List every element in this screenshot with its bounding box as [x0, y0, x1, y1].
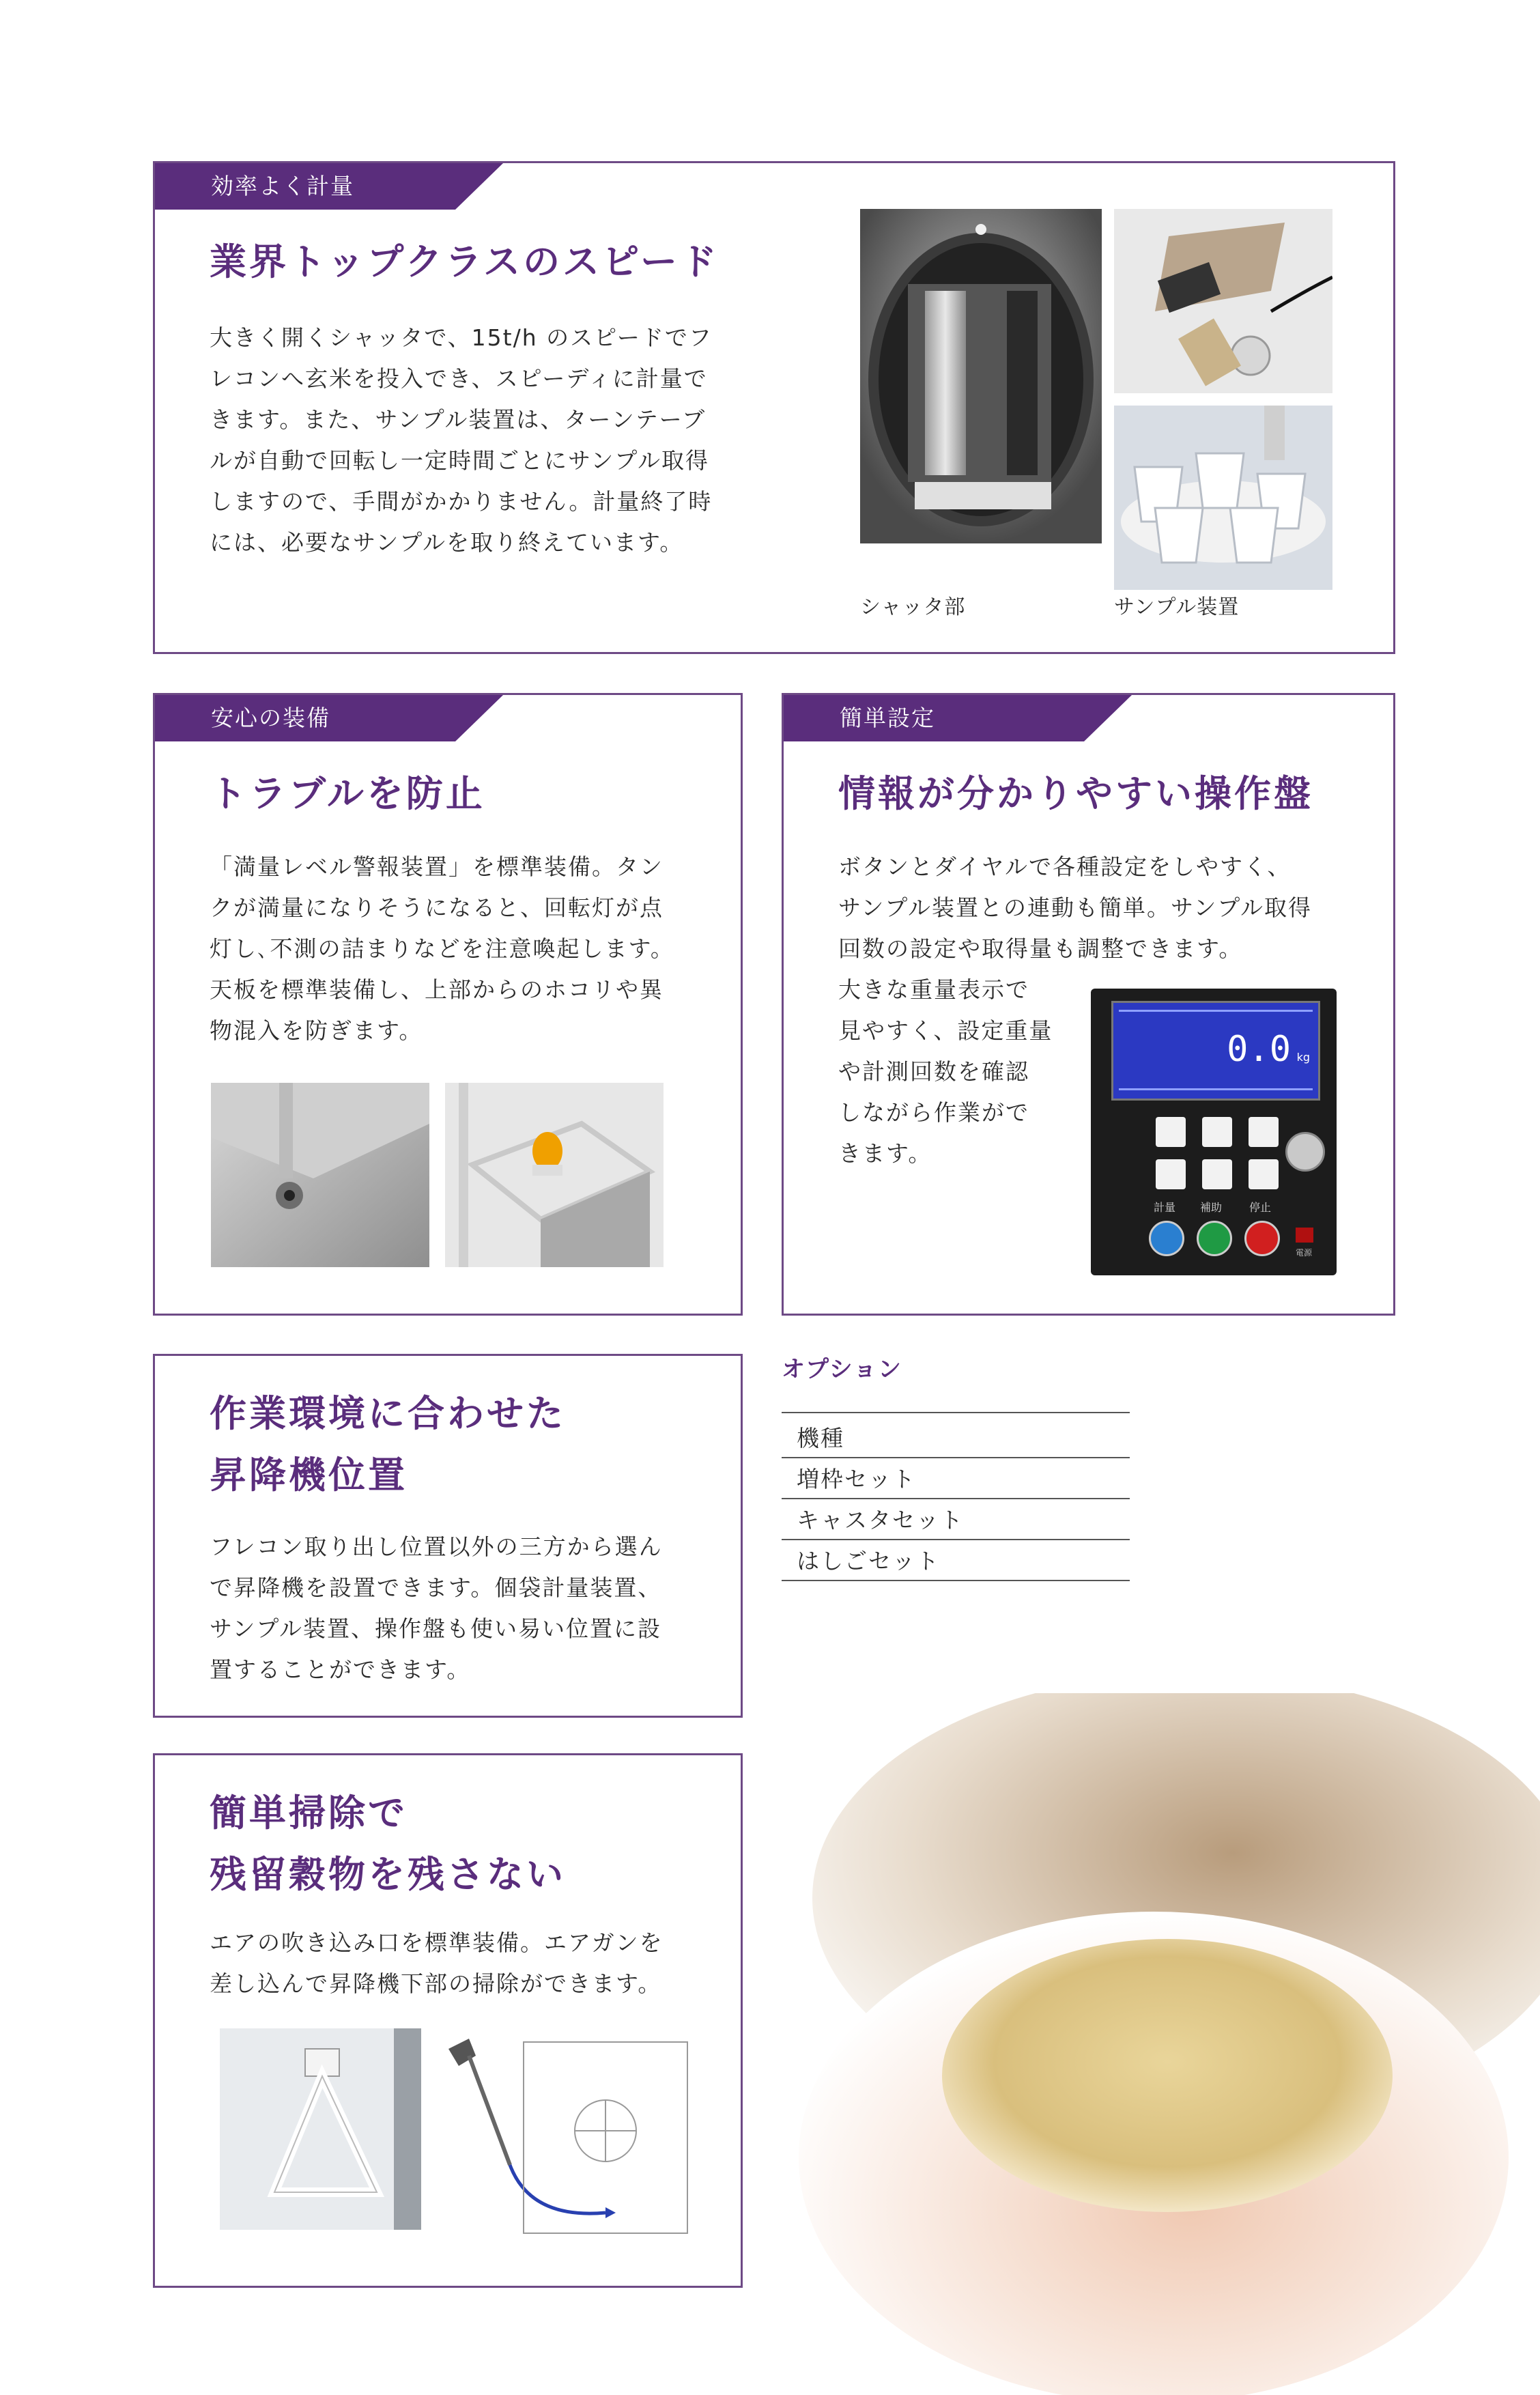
body-line: エアの吹き込み口を標準装備。エアガンを	[210, 1929, 664, 1956]
assist-button[interactable]	[1197, 1221, 1232, 1256]
power-switch[interactable]	[1296, 1228, 1313, 1243]
heading-line: 昇降機位置	[210, 1454, 408, 1497]
section-body	[210, 1923, 664, 2004]
dial-knob[interactable]	[1285, 1132, 1325, 1172]
body-line: きます。また、サンプル装置は、ターンテーブ	[210, 406, 707, 433]
section-trouble-prevention	[153, 693, 743, 1316]
tag-label: 簡単設定	[840, 705, 935, 731]
body-line: 「満量レベル警報装置」を標準装備。タン	[210, 853, 664, 880]
body-line: 大きな重量表示で	[838, 976, 1029, 1003]
section-heading	[210, 1783, 566, 1905]
body-line: 物混入を防ぎます。	[210, 1017, 423, 1044]
section-heading	[210, 1383, 566, 1506]
body-line: サンプル装置との連動も簡単。サンプル取得	[838, 894, 1313, 921]
control-panel-photo	[1091, 989, 1337, 1275]
caption-shutter: シャッタ部	[860, 595, 966, 619]
section-heading: トラブルを防止	[210, 772, 485, 815]
option-item: キャスタセット	[782, 1501, 1130, 1540]
body-line: サンプル装置、操作盤も使い易い位置に設	[210, 1615, 662, 1642]
body-line: クが満量になりそうになると、回転灯が点	[210, 894, 664, 921]
tag-label: 効率よく計量	[211, 173, 354, 199]
lcd-status-bar	[1119, 1088, 1313, 1090]
body-line: ボタンとダイヤルで各種設定をしやすく、	[838, 853, 1292, 880]
panel-key[interactable]	[1249, 1117, 1279, 1147]
lcd-status-bar	[1119, 1010, 1313, 1012]
options-header: 機種	[782, 1419, 1130, 1458]
brown-rice-photo	[758, 1693, 1540, 2395]
section-body	[210, 847, 674, 1051]
panel-key[interactable]	[1249, 1159, 1279, 1189]
options-top-rule	[782, 1412, 1130, 1413]
body-line: で昇降機を設置できます。個袋計量装置、	[210, 1574, 662, 1601]
panel-key[interactable]	[1202, 1159, 1232, 1189]
assist-button-label: 補助	[1200, 1201, 1223, 1214]
body-line: ルが自動で回転し一定時間ごとにサンプル取得	[210, 447, 710, 474]
section-heading: 業界トップクラスのスピード	[210, 240, 719, 283]
body-line: しながら作業がで	[838, 1099, 1029, 1126]
panel-key[interactable]	[1202, 1117, 1232, 1147]
body-line: 大きく開くシャッタで、15t/h のスピードでフ	[210, 324, 713, 351]
section-control-panel	[782, 693, 1395, 1316]
heading-line: 残留穀物を残さない	[210, 1853, 566, 1896]
body-line: しますので、手間がかかりません。計量終了時	[210, 488, 713, 515]
body-line: 見やすく、設定重量	[838, 1017, 1053, 1044]
start-button-label: 計量	[1154, 1201, 1176, 1214]
body-line: や計測回数を確認	[838, 1058, 1029, 1085]
lcd-display	[1111, 1001, 1320, 1101]
rotating-light-photo	[445, 1083, 664, 1267]
section-body	[210, 1527, 663, 1690]
body-line: 天板を標準装備し、上部からのホコリや異	[210, 976, 664, 1003]
heading-line: 作業環境に合わせた	[210, 1392, 566, 1435]
panel-key[interactable]	[1156, 1117, 1186, 1147]
section-tag	[155, 695, 503, 741]
body-line: レコンへ玄米を投入でき、スピーディに計量で	[210, 365, 708, 392]
body-line: 差し込んで昇降機下部の掃除ができます。	[210, 1970, 662, 1997]
air-gun-diagram	[442, 2028, 711, 2247]
air-inlet-photo	[220, 2028, 421, 2230]
lcd-value: 0.0	[1227, 1029, 1291, 1070]
start-button[interactable]	[1149, 1221, 1184, 1256]
panel-key[interactable]	[1156, 1159, 1186, 1189]
section-speed	[153, 161, 1395, 654]
option-item: 増枠セット	[782, 1460, 1130, 1499]
lcd-unit: kg	[1296, 1051, 1310, 1064]
sample-device-photo-cups	[1114, 406, 1332, 590]
caption-sample-device: サンプル装置	[1114, 595, 1240, 619]
section-elevator-position	[153, 1354, 743, 1718]
level-sensor-photo	[211, 1083, 429, 1267]
body-line: 置することができます。	[210, 1656, 471, 1683]
body-line: には、必要なサンプルを取り終えています。	[210, 529, 684, 556]
option-item: はしごセット	[782, 1542, 1130, 1581]
body-line: きます。	[838, 1140, 932, 1167]
sample-device-photo-top	[1114, 209, 1332, 393]
shutter-photo	[860, 209, 1102, 543]
section-body	[210, 317, 713, 563]
body-line: フレコン取り出し位置以外の三方から選ん	[210, 1533, 663, 1560]
tag-label: 安心の装備	[211, 705, 330, 731]
heading-line: 簡単掃除で	[210, 1791, 408, 1834]
options-title: オプション	[782, 1356, 902, 1383]
body-line: 灯し､不測の詰まりなどを注意喚起します。	[210, 935, 674, 962]
tag-shape	[784, 695, 1132, 741]
stop-button[interactable]	[1244, 1221, 1280, 1256]
section-tag	[784, 695, 1132, 741]
section-heading: 情報が分かりやすい操作盤	[838, 772, 1313, 815]
power-label: 電源	[1296, 1248, 1313, 1258]
section-easy-cleaning	[153, 1753, 743, 2288]
stop-button-label: 停止	[1249, 1201, 1272, 1214]
body-line: 回数の設定や取得量も調整できます。	[838, 935, 1243, 962]
section-tag	[155, 163, 503, 210]
